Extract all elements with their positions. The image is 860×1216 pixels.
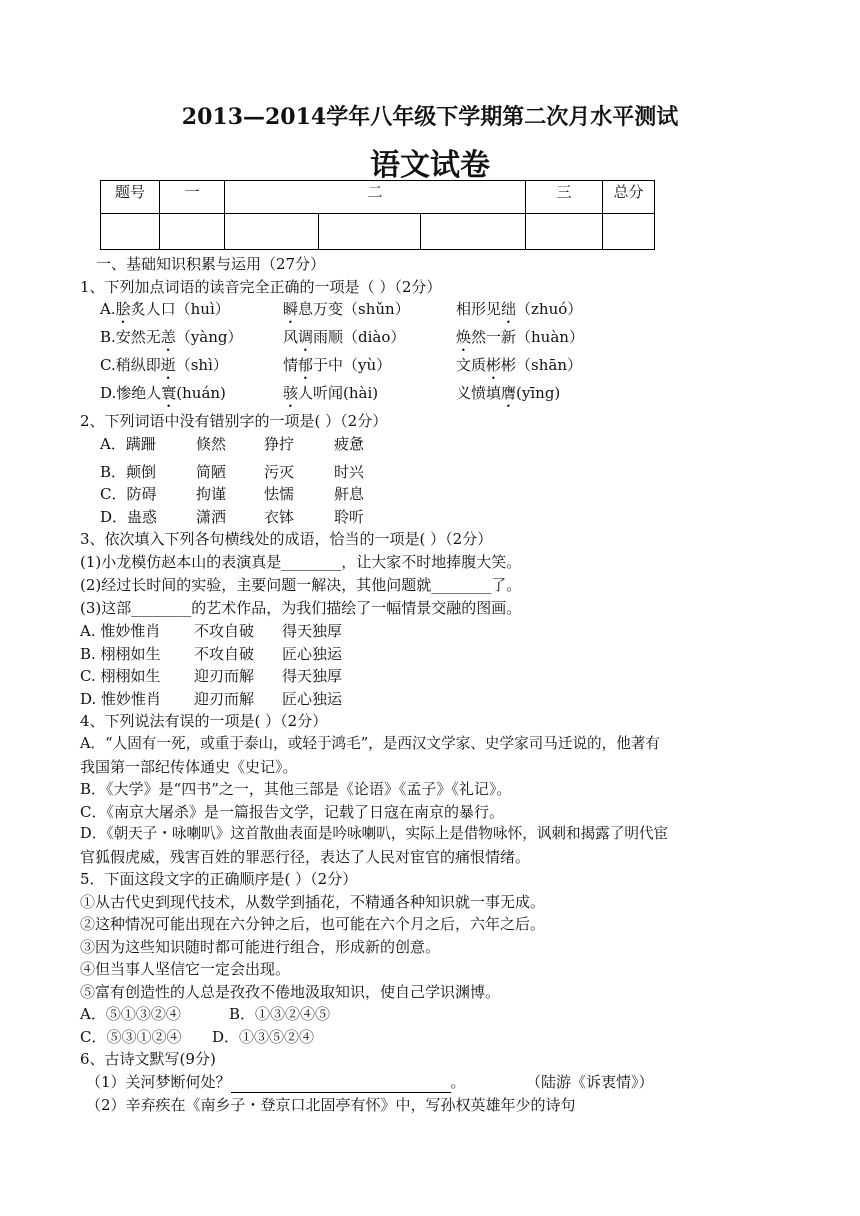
score-cell[interactable]	[421, 214, 526, 250]
q3-sentence: (2)经过长时间的实验，主要问题一解决，其他问题就________了。	[80, 576, 522, 594]
q6-item-1-end: 。	[450, 1073, 466, 1091]
q1-option: 骇人听闻(hài)	[283, 384, 379, 402]
q5-option: D．①③⑤②④	[212, 1028, 315, 1046]
q4-option-b: B．《大学》是“四书”之一，其他三部是《论语》《孟子》《礼记》。	[80, 780, 512, 798]
q1-option: 瞬息万变（shǔn）	[283, 300, 410, 318]
q2-word: 鼾息	[334, 485, 365, 503]
q1-option: D.惨绝人寰(huán)	[100, 384, 226, 402]
score-header-2: 二	[225, 181, 526, 214]
q3-idiom: 不攻自破	[194, 645, 255, 663]
q2-option: B．颠倒	[100, 463, 157, 481]
score-cell[interactable]	[160, 214, 225, 250]
q2-word: 拘谨	[196, 485, 227, 503]
q1-option: 焕然一新（huàn）	[456, 328, 584, 346]
q5-sentence: ③因为这些知识随时都可能进行组合，形成新的创意。	[80, 938, 441, 956]
q4-option-d-cont: 官狐假虎威，残害百姓的罪恶行径，表达了人民对宦官的痛恨情绪。	[80, 848, 531, 866]
answer-blank[interactable]	[231, 1076, 451, 1093]
q1-option: A.脍炙人口（huì）	[100, 300, 230, 318]
q6-item-1	[86, 1071, 466, 1093]
q6-item-1-text: （1）关河梦断何处？	[86, 1073, 231, 1091]
q5-stem: 5．下面这段文字的正确顺序是( ）（2分）	[80, 870, 358, 888]
q6-item-2: （2）辛弃疾在《南乡子・登京口北固亭有怀》中，写孙权英雄年少的诗句	[86, 1096, 576, 1114]
q5-option: A．⑤①③②④	[80, 1005, 181, 1023]
score-cell[interactable]	[225, 214, 319, 250]
score-header-total: 总分	[603, 181, 655, 214]
score-header-3: 三	[526, 181, 603, 214]
q3-idiom: 迎刃而解	[194, 690, 255, 708]
score-table	[100, 180, 655, 250]
score-header-1: 一	[160, 181, 225, 214]
q6-item-1-source: （陆游《诉衷情》）	[526, 1073, 654, 1091]
exam-subtitle: 语文试卷	[370, 148, 490, 183]
q2-word: 聆听	[334, 508, 365, 526]
q3-idiom: 匠心独运	[282, 645, 343, 663]
q3-stem: 3、依次填入下列各句横线处的成语，恰当的一项是( ）（2分）	[80, 530, 493, 548]
q3-idiom: 迎刃而解	[194, 667, 255, 685]
q4-option-d: D．《朝天子・咏喇叭》这首散曲表面是吟咏喇叭，实际上是借物咏怀，讽刺和揭露了明代宦	[80, 825, 669, 842]
q3-option: D. 惟妙惟肖	[80, 690, 162, 708]
exam-title: 2013—2014学年八年级下学期第二次月水平测试	[181, 104, 679, 130]
q2-word: 简陋	[196, 463, 227, 481]
q4-stem: 4、下列说法有误的一项是( ）（2分）	[80, 712, 328, 730]
q4-option-c: C．《南京大屠杀》是一篇报告文学，记载了日寇在南京的暴行。	[80, 803, 504, 821]
q2-word: 潇洒	[196, 508, 227, 526]
q2-word: 倏然	[196, 435, 227, 453]
q5-option: B．①③②④⑤	[229, 1005, 331, 1023]
q1-option: C.稍纵即逝（shì）	[100, 356, 228, 374]
score-cell[interactable]	[603, 214, 655, 250]
q5-sentence: ②这种情况可能出现在六分钟之后，也可能在六个月之后，六年之后。	[80, 915, 546, 933]
q5-option: C．⑤③①②④	[80, 1028, 182, 1046]
q1-option: 文质彬彬（shān）	[456, 356, 582, 374]
score-cell[interactable]	[101, 214, 160, 250]
q3-idiom: 不攻自破	[194, 622, 255, 640]
q3-option: C. 栩栩如生	[80, 667, 161, 685]
q3-sentence: (3)这部________的艺术作品，为我们描绘了一幅情景交融的图画。	[80, 599, 522, 617]
q2-stem: 2、下列词语中没有错别字的一项是( ）（2分）	[80, 412, 388, 430]
q3-option: B. 栩栩如生	[80, 645, 161, 663]
q4-option-a-cont: 我国第一部纪传体通史《史记》。	[80, 758, 298, 776]
q1-option: 情郁于中（yù）	[283, 356, 392, 374]
q2-word: 怯懦	[264, 485, 295, 503]
q2-word: 时兴	[334, 463, 365, 481]
q1-stem: 1、下列加点词语的读音完全正确的一项是（ ）（2分）	[80, 278, 442, 296]
score-cell[interactable]	[319, 214, 421, 250]
score-cell[interactable]	[526, 214, 603, 250]
q3-idiom: 得天独厚	[282, 622, 343, 640]
q5-sentence: ①从古代史到现代技术，从数学到插花，不精通各种知识就一事无成。	[80, 893, 546, 911]
q1-option: 风调雨顺（diào）	[283, 328, 406, 346]
q1-option: B.安然无恙（yàng）	[100, 328, 243, 346]
q2-word: 衣钵	[264, 508, 295, 526]
q3-sentence: (1)小龙模仿赵本山的表演真是________，让大家不时地捧腹大笑。	[80, 553, 522, 571]
q3-option: A. 惟妙惟肖	[80, 622, 161, 640]
q3-idiom: 得天独厚	[282, 667, 343, 685]
section-heading: 一、基础知识积累与运用（27分）	[96, 255, 326, 273]
q1-option: 义愤填膺(yīng)	[456, 384, 561, 402]
q2-word: 狰拧	[264, 435, 295, 453]
q4-option-a: A．“人固有一死，或重于泰山，或轻于鸿毛”，是西汉文学家、史学家司马迁说的，他著有	[80, 735, 661, 752]
q5-sentence: ④但当事人坚信它一定会出现。	[80, 960, 291, 978]
q2-word: 污灭	[264, 463, 295, 481]
q3-idiom: 匠心独运	[282, 690, 343, 708]
q1-option: 相形见绌（zhuó）	[456, 300, 583, 318]
q5-sentence: ⑤富有创造性的人总是孜孜不倦地汲取知识，使自己学识渊博。	[80, 983, 501, 1001]
q2-option: C．防碍	[100, 485, 157, 503]
q2-word: 疲惫	[334, 435, 365, 453]
q2-option: A．蹒跚	[100, 435, 156, 453]
q6-stem: 6、古诗文默写(9分)	[80, 1050, 216, 1068]
score-header-no: 题号	[101, 181, 160, 214]
q2-option: D．蛊惑	[100, 508, 158, 526]
